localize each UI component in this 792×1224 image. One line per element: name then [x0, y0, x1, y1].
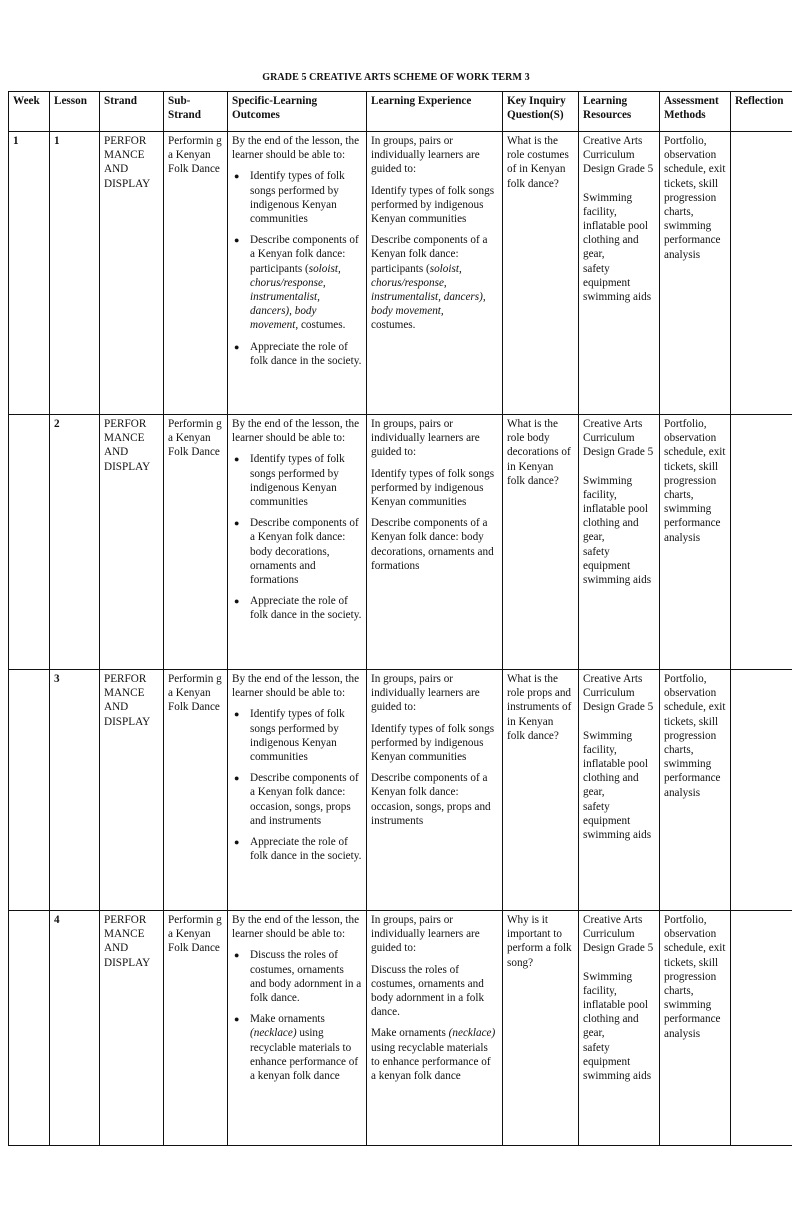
outcomes-list	[232, 707, 362, 863]
outcomes-cell	[228, 415, 367, 670]
bullet-icon: ●	[234, 171, 240, 182]
lesson-cell: 2	[50, 415, 100, 670]
experience-item: Identify types of folk songs performed by indigenous Kenyan communities	[371, 184, 495, 226]
header-resources: Learning Resources	[579, 92, 660, 132]
header-assessment: Assessment Methods	[660, 92, 731, 132]
week-cell	[9, 670, 50, 911]
bullet-icon: ●	[234, 518, 240, 529]
resources-cell: Creative Arts Curriculum Design Grade 5 Swimming facility, inflatable pool clothing and gear, safety equipment swimming aids	[579, 911, 660, 1146]
week-cell	[9, 911, 50, 1146]
document-title: GRADE 5 CREATIVE ARTS SCHEME OF WORK TERM 3	[262, 72, 530, 83]
lesson-cell: 1	[50, 132, 100, 415]
reflection-cell[interactable]	[731, 415, 792, 670]
outcomes-list	[232, 948, 362, 1083]
bullet-icon: ●	[234, 950, 240, 961]
experience-intro: In groups, pairs or individually learners are guided to:	[371, 673, 480, 714]
header-reflection: Reflection	[731, 92, 792, 132]
bullet-icon: ●	[234, 773, 240, 784]
bullet-icon: ●	[234, 596, 240, 607]
table-row	[9, 132, 792, 415]
outcome-item: ● Describe components of a Kenyan folk dance: occasion, songs, props and instruments	[234, 772, 359, 827]
outcome-item: ● Describe components of a Kenyan folk dance: participants (soloist, chorus/response, instrumentalist, dancers), body movement, costumes.	[234, 234, 359, 332]
outcomes-intro: By the end of the lesson, the learner should be able to:	[232, 135, 360, 162]
outcomes-list	[232, 169, 362, 368]
strand-cell: PERFOR MANCE AND DISPLAY	[100, 132, 164, 415]
table-row	[9, 670, 792, 911]
outcome-item: ● Appreciate the role of folk dance in the society.	[234, 836, 362, 863]
header-outcomes: Specific-Learning Outcomes	[228, 92, 367, 132]
table-row	[9, 415, 792, 670]
assessment-cell: Portfolio, observation schedule, exit tickets, skill progression charts, swimming performance analysis	[660, 132, 731, 415]
experience-cell	[367, 911, 503, 1146]
outcome-item: ● Identify types of folk songs performed by indigenous Kenyan communities	[234, 453, 345, 509]
assessment-cell: Portfolio, observation schedule, exit tickets, skill progression charts, swimming performance analysis	[660, 670, 731, 911]
experience-item: Discuss the roles of costumes, ornaments and body adornment in a folk dance.	[371, 963, 485, 1019]
header-week: Week	[9, 92, 50, 132]
resources-cell: Creative Arts Curriculum Design Grade 5 Swimming facility, inflatable pool clothing and gear, safety equipment swimming aids	[579, 415, 660, 670]
inquiry-cell: What is the role costumes of in Kenyan folk dance?	[503, 132, 579, 415]
assessment-cell: Portfolio, observation schedule, exit tickets, skill progression charts, swimming performance analysis	[660, 911, 731, 1146]
experience-item: Describe components of a Kenyan folk dance: participants (soloist, chorus/response, instrumentalist, dancers), body movement, costumes.	[371, 234, 488, 332]
experience-cell	[367, 415, 503, 670]
outcomes-intro: By the end of the lesson, the learner should be able to:	[232, 418, 360, 445]
resources-cell: Creative Arts Curriculum Design Grade 5 Swimming facility, inflatable pool clothing and gear, safety equipment swimming aids	[579, 132, 660, 415]
header-strand: Strand	[100, 92, 164, 132]
experience-item: Describe components of a Kenyan folk dance: body decorations, ornaments and formations	[371, 517, 494, 572]
lesson-cell: 3	[50, 670, 100, 911]
bullet-icon: ●	[234, 837, 240, 848]
outcome-item: ● Make ornaments (necklace) using recyclable materials to enhance performance of a kenyan folk dance	[234, 1013, 359, 1083]
bullet-icon: ●	[234, 1014, 240, 1025]
sub-strand-cell: Performin g a Kenyan Folk Dance	[164, 415, 228, 670]
outcome-item: ● Describe components of a Kenyan folk dance: body decorations, ornaments and formations	[234, 517, 359, 587]
assessment-cell: Portfolio, observation schedule, exit tickets, skill progression charts, swimming performance analysis	[660, 415, 731, 670]
header-inquiry: Key Inquiry Question(S)	[503, 92, 579, 132]
bullet-icon: ●	[234, 341, 240, 352]
experience-item: Identify types of folk songs performed by indigenous Kenyan communities	[371, 467, 495, 509]
outcomes-cell	[228, 132, 367, 415]
experience-item: Make ornaments (necklace) using recyclable materials to enhance performance of a kenyan folk dance	[371, 1027, 496, 1083]
reflection-cell[interactable]	[731, 911, 792, 1146]
bullet-icon: ●	[234, 454, 240, 465]
strand-cell: PERFOR MANCE AND DISPLAY	[100, 670, 164, 911]
experience-item: Describe components of a Kenyan folk dance: occasion, songs, props and instruments	[371, 772, 491, 827]
lesson-cell: 4	[50, 911, 100, 1146]
outcomes-cell	[228, 911, 367, 1146]
header-sub-strand: Sub- Strand	[164, 92, 228, 132]
week-cell	[9, 415, 50, 670]
outcomes-list	[232, 452, 362, 622]
table-row	[9, 911, 792, 1146]
outcome-item: ● Discuss the roles of costumes, ornaments and body adornment in a folk dance.	[234, 949, 362, 1005]
header-row	[9, 92, 792, 132]
experience-cell	[367, 670, 503, 911]
inquiry-cell: What is the role body decorations of in Kenyan folk dance?	[503, 415, 579, 670]
outcome-item: ● Identify types of folk songs performed by indigenous Kenyan communities	[234, 708, 345, 764]
inquiry-cell: Why is it important to perform a folk song?	[503, 911, 579, 1146]
sub-strand-cell: Performin g a Kenyan Folk Dance	[164, 911, 228, 1146]
experience-cell	[367, 132, 503, 415]
experience-intro: In groups, pairs or individually learners are guided to:	[371, 135, 480, 176]
reflection-cell[interactable]	[731, 670, 792, 911]
outcomes-cell	[228, 670, 367, 911]
bullet-icon: ●	[234, 235, 240, 246]
outcome-item: ● Appreciate the role of folk dance in the society.	[234, 595, 362, 622]
bullet-icon: ●	[234, 709, 240, 720]
sub-strand-cell: Performin g a Kenyan Folk Dance	[164, 670, 228, 911]
outcomes-intro: By the end of the lesson, the learner should be able to:	[232, 914, 360, 941]
experience-intro: In groups, pairs or individually learners are guided to:	[371, 418, 480, 459]
scheme-of-work-table	[8, 91, 792, 1146]
experience-intro: In groups, pairs or individually learners are guided to:	[371, 914, 480, 955]
reflection-cell[interactable]	[731, 132, 792, 415]
outcome-item: ● Appreciate the role of folk dance in the society.	[234, 340, 362, 367]
inquiry-cell: What is the role props and instruments of in Kenyan folk dance?	[503, 670, 579, 911]
week-cell: 1	[9, 132, 50, 415]
experience-item: Identify types of folk songs performed by indigenous Kenyan communities	[371, 722, 495, 764]
header-experience: Learning Experience	[367, 92, 503, 132]
outcome-item: ● Identify types of folk songs performed by indigenous Kenyan communities	[234, 170, 345, 226]
strand-cell: PERFOR MANCE AND DISPLAY	[100, 415, 164, 670]
header-lesson: Lesson	[50, 92, 100, 132]
sub-strand-cell: Performin g a Kenyan Folk Dance	[164, 132, 228, 415]
strand-cell: PERFOR MANCE AND DISPLAY	[100, 911, 164, 1146]
outcomes-intro: By the end of the lesson, the learner should be able to:	[232, 673, 360, 700]
resources-cell: Creative Arts Curriculum Design Grade 5 Swimming facility, inflatable pool clothing and gear, safety equipment swimming aids	[579, 670, 660, 911]
